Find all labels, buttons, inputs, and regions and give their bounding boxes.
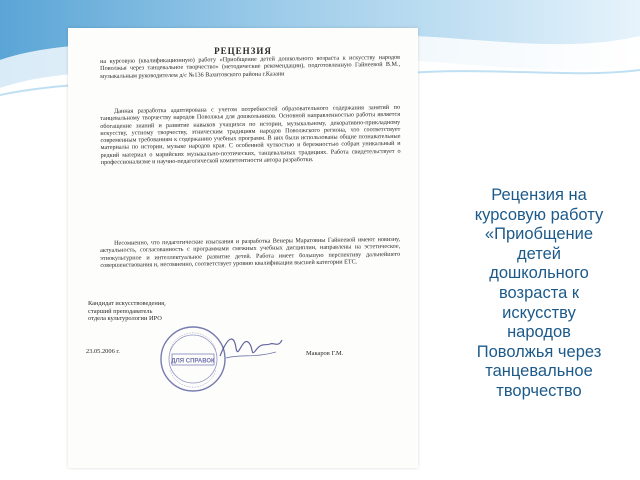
document-intro-text: на курсовую (квалификационную) работу «Приобщение детей дошкольного возраста к искусству народов Поволжья через танцевальное творчество» (методические рекомендации), подготовленную Гайнеевой В.М., музыкальным руководителем д/с №136 Вахитовского района г.Казани xyxy=(100,53,401,80)
caption-line: Рецензия на xyxy=(491,186,587,204)
document-intro xyxy=(100,54,400,80)
caption-line: курсовую работу xyxy=(474,205,604,224)
signature-line: отдела культурологии ИРО xyxy=(88,315,162,323)
signature-line: Кандидат искусствоведения, xyxy=(88,300,166,307)
signature-block xyxy=(88,300,288,323)
signature-line: старший преподаватель xyxy=(88,307,153,315)
caption-line: дошкольного xyxy=(489,264,589,283)
document-signer: Макаров Г.М. xyxy=(306,350,344,357)
caption-line: творчество xyxy=(496,381,582,400)
document-title: РЕЦЕНЗИЯ xyxy=(214,46,272,56)
caption-line: возраста к xyxy=(498,283,580,302)
slide-caption xyxy=(446,186,632,402)
stamp-text: ДЛЯ СПРАВОК xyxy=(171,358,215,365)
document-date: 23.05.2006 г. xyxy=(86,348,120,355)
caption-line: искусству xyxy=(502,303,576,322)
caption-line: детей xyxy=(516,244,562,263)
caption-line: «Приобщение xyxy=(484,225,594,244)
caption-line: народов xyxy=(507,323,571,342)
document-paragraph-main xyxy=(100,104,401,167)
handwritten-signature xyxy=(216,328,286,368)
document-paragraph-main-text: Данная разработка адаптирована с учетом потребностей образовательного содержания занятий по танцевальному творчеству народов Поволжья для дошкольников. Основной направленностью работы является обогащение знаний и развитие навыков учащихся по истории, музыкальному, декоративно-прикладному искусству, устному творчеству, этническим традициям народов Поволжского региона, что соответствует современным требованиям к содержанию учебных программ. В них были использованы общие познавательные материалы по истории, музыке народов края. С особенной чуткостью и бережностью собран уникальный и редкий материал о марийских музыкально-поэтических, танцевальных традициях. Работа свидетельствует о профессионализме и научно-педагогической компетентности автора разработки. xyxy=(100,103,401,167)
caption-line: танцевальное xyxy=(485,362,593,381)
scanned-review-document xyxy=(68,28,418,468)
document-paragraph-second-text: Несомненно, что педагогические изыскания и разработка Венеры Маратовны Гайнеевой имеют новизну, актуальность, согласованность с программами смежных учебных дисциплин, направлены на эстетическое, этнокультурное и интеллектуальное развитие детей. Работа имеет большую перспективу дальнейшего совершенствования и, несомненно, соответствует уровню квалификации высшей категории ЕТС. xyxy=(100,235,401,269)
caption-line: Поволжья через xyxy=(476,342,602,361)
document-paragraph-second xyxy=(100,236,400,269)
